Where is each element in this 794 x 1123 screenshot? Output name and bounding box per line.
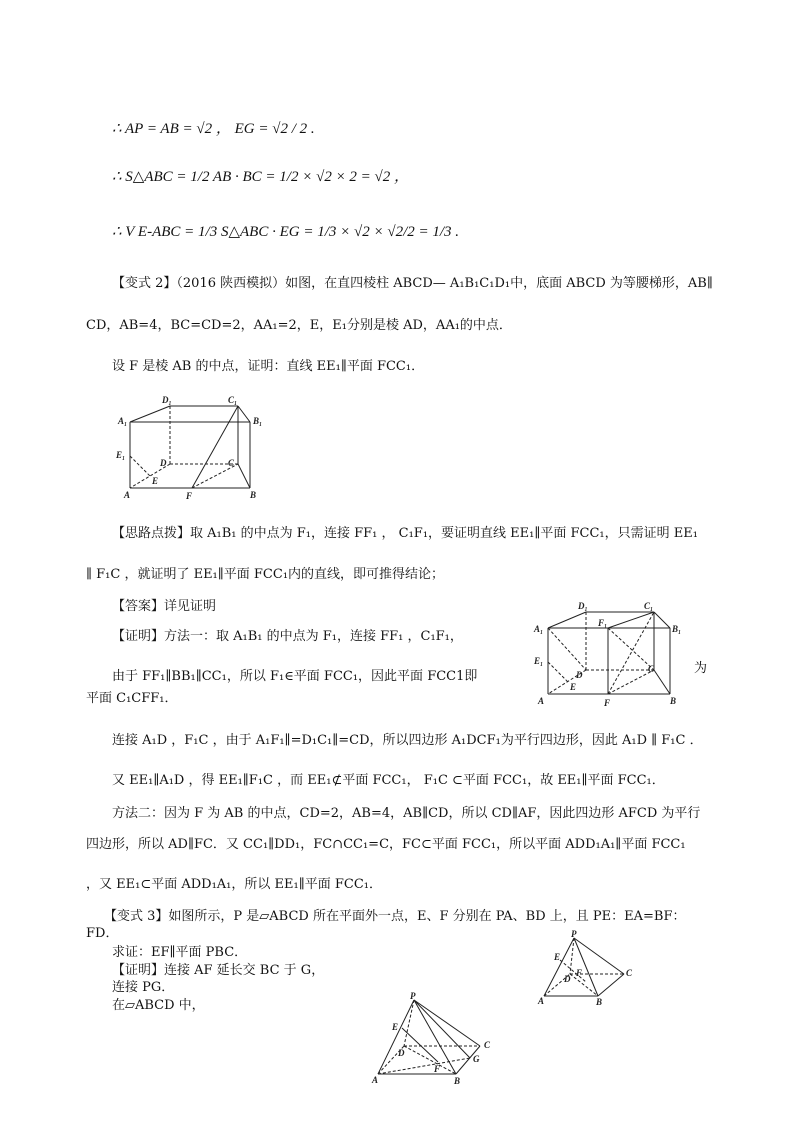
formula-volume: ∴ V E-ABC = 1/3 S△ABC · EG = 1/3 × √2 × √2/2 = 1/3 . bbox=[112, 224, 460, 240]
fig4-label: C bbox=[484, 1040, 491, 1050]
fig1-label: D bbox=[160, 458, 167, 468]
fig1-label: A bbox=[124, 490, 131, 500]
fig1-label: B bbox=[250, 490, 257, 500]
proof-line2: 由于 FF₁∥BB₁∥CC₁，所以 F₁∈平面 FCC₁，因此平面 FCC1即 bbox=[112, 669, 478, 684]
fig2-label: E₁ bbox=[534, 656, 544, 666]
formula-ap-eg: ∴ AP = AB = √2 ， EG = √2 / 2 . bbox=[112, 121, 315, 137]
variant2-line3: 设 F 是棱 AB 的中点，证明：直线 EE₁∥平面 FCC₁． bbox=[112, 359, 425, 374]
fig4-label: A bbox=[372, 1075, 379, 1085]
proof-line1: 【证明】方法一：取 A₁B₁ 的中点为 F₁，连接 FF₁ ，C₁F₁， bbox=[112, 629, 463, 644]
fig4-label: F bbox=[434, 1064, 441, 1074]
variant3-line4: 【证明】连接 AF 延长交 BC 于 G， bbox=[112, 963, 325, 978]
hint-line2: ∥ F₁C ，就证明了 EE₁∥平面 FCC₁内的直线，即可推得结论； bbox=[86, 567, 445, 582]
fig3-label: A bbox=[538, 996, 545, 1006]
proof-line6: 方法二：因为 F 为 AB 的中点，CD=2，AB=4，AB∥CD，所以 CD∥AF，因此四边形 AFCD 为平行 bbox=[112, 806, 701, 821]
fig2-label: A bbox=[538, 696, 545, 706]
fig3-label: P bbox=[571, 930, 577, 939]
proof-line8: ，又 EE₁⊂平面 ADD₁A₁，所以 EE₁∥平面 FCC₁． bbox=[86, 877, 382, 892]
variant3-line5: 连接 PG． bbox=[112, 980, 175, 995]
fig2-label: B bbox=[670, 696, 677, 706]
fig2-label: A₁ bbox=[534, 624, 544, 634]
fig3-label: C bbox=[626, 968, 633, 978]
fig1-label: D₁ bbox=[162, 395, 172, 405]
fig3-label: D bbox=[564, 974, 571, 984]
fig3-label: F bbox=[576, 968, 583, 978]
fig2-label: C₁ bbox=[644, 601, 654, 611]
fig4-label: G bbox=[473, 1054, 480, 1064]
variant3-line1: 【变式 3】如图所示，P 是▱ABCD 所在平面外一点，E、F 分别在 PA、BD 上，且 PE：EA=BF： bbox=[104, 909, 686, 924]
fig1-label: E₁ bbox=[116, 450, 126, 460]
formula-area: ∴ S△ABC = 1/2 AB · BC = 1/2 × √2 × 2 = √2 ， bbox=[112, 169, 410, 185]
fig1-label: C bbox=[228, 458, 235, 468]
variant3-line2: FD． bbox=[86, 926, 119, 941]
proof-line2-suffix: 为 bbox=[694, 661, 708, 676]
hint-line1: 【思路点拨】取 A₁B₁ 的中点为 F₁，连接 FF₁ ， C₁F₁，要证明直线 EE₁∥平面 FCC₁，只需证明 EE₁ bbox=[112, 526, 698, 541]
fig4-label: E bbox=[392, 1022, 399, 1032]
variant3-line6: 在▱ABCD 中， bbox=[112, 998, 205, 1013]
fig3-label: E bbox=[554, 952, 561, 962]
fig2-label: E bbox=[570, 682, 577, 692]
fig4-label: D bbox=[398, 1048, 405, 1058]
fig2-label: D bbox=[576, 670, 583, 680]
fig2-label: B₁ bbox=[672, 624, 682, 634]
proof-line7: 四边形，所以 AD∥FC．又 CC₁∥DD₁，FC∩CC₁=C，FC⊂平面 FCC₁，所以平面 ADD₁A₁∥平面 FCC₁ bbox=[86, 837, 686, 852]
variant2-line1: 【变式 2】（2016 陕西模拟）如图，在直四棱柱 ABCD— A₁B₁C₁D₁中，底面 ABCD 为等腰梯形，AB∥ bbox=[112, 276, 713, 291]
answer-label: 【答案】详见证明 bbox=[112, 599, 217, 614]
fig4-label: B bbox=[454, 1076, 461, 1086]
fig1-label: B₁ bbox=[253, 416, 263, 426]
fig2-label: F bbox=[604, 698, 611, 708]
variant3-line3: 求证：EF∥平面 PBC． bbox=[112, 945, 248, 960]
fig2-label: C bbox=[648, 664, 655, 674]
proof-line3: 平面 C₁CFF₁． bbox=[86, 691, 178, 706]
pyramid-figure-large bbox=[368, 990, 502, 1088]
proof-line5: 又 EE₁∥A₁D ，得 EE₁∥F₁C ，而 EE₁⊄平面 FCC₁， F₁C ⊂平面 FCC₁，故 EE₁∥平面 FCC₁． bbox=[112, 773, 665, 788]
prism-figure-1 bbox=[110, 392, 270, 502]
fig3-label: B bbox=[596, 997, 603, 1006]
fig4-label: P bbox=[410, 991, 416, 1001]
proof-line4: 连接 A₁D ，F₁C ，由于 A₁F₁∥=D₁C₁∥=CD，所以四边形 A₁DCF₁为平行四边形，因此 A₁D ∥ F₁C ． bbox=[112, 733, 703, 748]
fig2-label: D₁ bbox=[578, 601, 588, 611]
prism-figure-2 bbox=[528, 598, 696, 710]
fig1-label: E bbox=[152, 476, 159, 486]
pyramid-figure-small bbox=[532, 930, 642, 1006]
fig1-label: A₁ bbox=[118, 416, 128, 426]
variant2-line2: CD，AB=4，BC=CD=2，AA₁=2，E，E₁分别是棱 AD，AA₁的中点． bbox=[86, 318, 512, 333]
fig2-label: F₁ bbox=[598, 618, 608, 628]
fig1-label: F bbox=[186, 491, 193, 501]
fig1-label: C₁ bbox=[228, 395, 238, 405]
